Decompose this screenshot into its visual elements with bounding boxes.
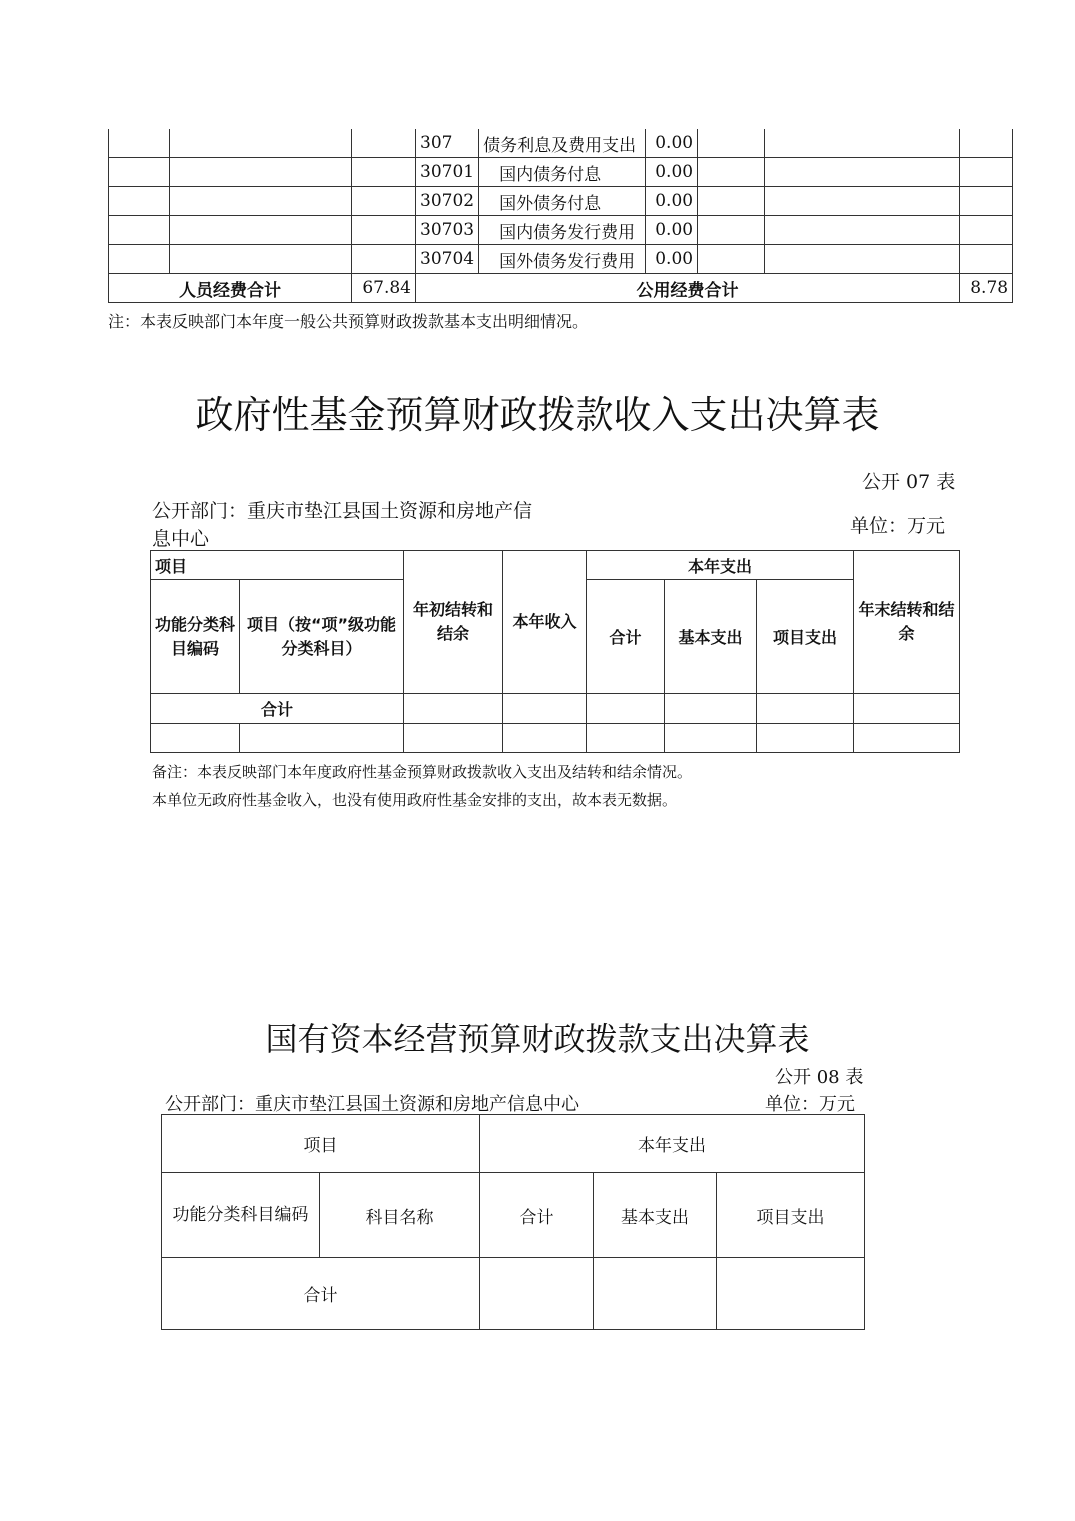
header-item-name: 项目（按“项”级功能分类科目） — [240, 580, 404, 694]
section2-note2: 本单位无政府性基金收入，也没有使用政府性基金安排的支出，故本表无数据。 — [152, 791, 678, 809]
subject-name: 国外债务付息 — [479, 187, 646, 216]
gov-fund-table — [150, 550, 960, 753]
state-capital-table — [161, 1114, 865, 1330]
header-basic: 基本支出 — [594, 1173, 717, 1258]
section3-dept: 公开部门：重庆市垫江县国土资源和房地产信息中心 — [165, 1094, 579, 1115]
table-total-row — [162, 1258, 865, 1330]
section2-note1: 备注：本表反映部门本年度政府性基金预算财政拨款收入支出及结转和结余情况。 — [152, 763, 693, 781]
table-row — [109, 158, 1013, 187]
table-row — [151, 724, 960, 753]
header-func-code: 功能分类科目编码 — [162, 1173, 320, 1258]
subject-name: 国外债务发行费用 — [479, 245, 646, 274]
personnel-total-label: 人员经费合计 — [109, 274, 352, 303]
subject-name: 债务利息及费用支出 — [479, 129, 646, 158]
header-income: 本年收入 — [503, 551, 587, 694]
subject-value: 0.00 — [646, 129, 698, 158]
header-total: 合计 — [587, 580, 665, 694]
public-total-value: 8.78 — [960, 274, 1013, 303]
subject-value: 0.00 — [646, 187, 698, 216]
subject-value: 0.00 — [646, 216, 698, 245]
table-row — [109, 129, 1013, 158]
section2-title: 政府性基金预算财政拨款收入支出决算表 — [195, 393, 880, 437]
public-total-label: 公用经费合计 — [416, 274, 960, 303]
header-subject-name: 科目名称 — [320, 1173, 480, 1258]
table1-note: 注：本表反映部门本年度一般公共预算财政拨款基本支出明细情况。 — [108, 312, 589, 331]
table-row — [109, 187, 1013, 216]
subject-name: 国内债务付息 — [479, 158, 646, 187]
table-total-row — [109, 274, 1013, 303]
total-label: 合计 — [151, 694, 404, 724]
header-total: 合计 — [480, 1173, 594, 1258]
header-expense: 本年支出 — [587, 551, 854, 580]
section2-dept-line1: 公开部门：重庆市垫江县国土资源和房地产信 — [152, 500, 533, 522]
personnel-total-value: 67.84 — [352, 274, 416, 303]
header-project: 项目支出 — [717, 1173, 865, 1258]
header-expense: 本年支出 — [480, 1115, 865, 1173]
header-basic: 基本支出 — [665, 580, 757, 694]
header-end-balance: 年末结转和结余 — [854, 551, 960, 694]
subject-code: 30702 — [416, 187, 479, 216]
header-project: 项目支出 — [757, 580, 854, 694]
section3-title: 国有资本经营预算财政拨款支出决算表 — [265, 1020, 810, 1058]
table-total-row — [151, 694, 960, 724]
section2-unit: 单位：万元 — [850, 515, 946, 537]
table-row — [109, 216, 1013, 245]
subject-code: 30701 — [416, 158, 479, 187]
section2-form-no: 公开 07 表 — [862, 471, 956, 493]
header-item: 项目 — [162, 1115, 480, 1173]
section3-form-no: 公开 08 表 — [775, 1067, 864, 1088]
section3-unit: 单位：万元 — [765, 1094, 855, 1115]
header-begin-balance: 年初结转和结余 — [404, 551, 503, 694]
header-func-code: 功能分类科目编码 — [151, 580, 240, 694]
subject-value: 0.00 — [646, 245, 698, 274]
subject-code: 30704 — [416, 245, 479, 274]
subject-name: 国内债务发行费用 — [479, 216, 646, 245]
basic-expense-detail-table — [108, 129, 1013, 303]
subject-value: 0.00 — [646, 158, 698, 187]
total-label: 合计 — [162, 1258, 480, 1330]
section2-dept-line2: 息中心 — [152, 528, 210, 550]
subject-code: 30703 — [416, 216, 479, 245]
header-item: 项目 — [151, 551, 404, 580]
table-row — [109, 245, 1013, 274]
subject-code: 307 — [416, 129, 479, 158]
